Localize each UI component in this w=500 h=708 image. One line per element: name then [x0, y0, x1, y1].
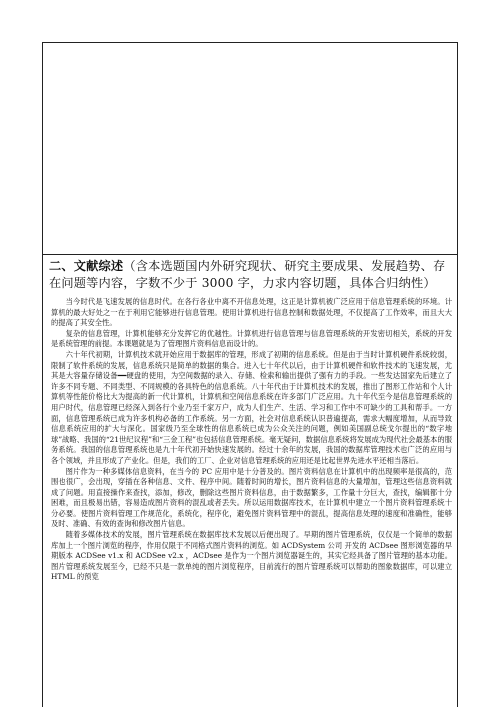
section-heading-title: 二、文献综述	[49, 259, 124, 273]
paragraph: 复杂的信息管理，计算机能够充分发挥它的优越性。计算机进行信息管理与信息管理系统的开发密切相关，系统的开发是系统管理的前提。本课题就是为了管理图片资料信息而设计的。	[51, 328, 452, 349]
paragraph: 图片作为一种多媒体信息资料，在当今的 PC 应用中是十分普及的。图片资料信息在计算机中的出现频率是很高的，范围也很广，会出现，穿插在各种信息、文件、程序中间。随着时间的增长，图片资料信息的大量增加，管理这些信息资料就成了问题。用直接操作来查找，添加，修改，删除这些图片资料信息，由于数据繁多，工作量十分巨大，查找，编辑都十分困难，而且极易出错，容易造成图片资料的混乱或者丢失。所以运用数据库技术，在计算机中建立一个图片资料管理系统十分必要。使图片资料管理工作规范化，系统化，程序化，避免图片资料管理中的混乱，提高信息处理的速度和准确性，能够及时、准确、有效的查询和修改图片信息。	[51, 466, 452, 529]
form-table	[42, 42, 458, 707]
blank-upper-cell	[43, 43, 457, 255]
section-heading	[43, 255, 457, 292]
section-heading-requirements: （含本选题国内外研究现状、研究主要成果、发展趋势、存在问题等内容，字数不少于 3000 字，力求内容切题，具体合归纳性）	[49, 259, 446, 290]
paragraph: 随着多媒体技术的发展，图片管理系统在数据库技术发展以后便出现了。早期的图片管理系统，仅仅是一个简单的数据库加上一个图片浏览的程序，作用仅限于不同格式图片资料的浏览。如 ACDSystem 公司 开发的 ACDsee 图形浏览器的早期版本 ACDSee v1.x 和 ACDSee v2.x ，ACDsee 是作为一个图片浏览器诞生的，其实它经具备了图片管理的基本功能。图片管理系统发展至今，已经不只是一款单纯的图片浏览程序，目前流行的图片管理系统可以帮助的图象数据库，可以建立 HTML 的预览	[51, 530, 452, 582]
paragraph: 当今时代是飞速发展的信息时代。在各行各业中离不开信息处理，这正是计算机被广泛应用于信息管理系统的环境。计算机的最大好处之一在于利用它能够进行信息管理。使用计算机进行信息控制和数据处理，不仅提高了工作效率，而且大大的提高了其安全性。	[51, 297, 452, 328]
section-body	[43, 292, 457, 583]
paragraph: 六十年代初期，计算机技术就开始应用于数据库的管理，形成了初期的信息系统。但是由于当时计算机硬件系统较弱，限制了软件系统的发展，信息系统只是简单的数据的集合。进入七十年代以后，由于计算机硬件和软件技术的飞速发展，尤其是大容量存储设备━━硬盘的使用，为空间数据的录入、存储、检索和输出提供了强有力的手段。一些发达国家先后建立了许多不同专题、不同类型、不同规模的各具特色的信息系统。八十年代由于计算机技术的发展，推出了图形工作站和个人计算机等性能价格比大为提高的新一代计算机，计算机和空间信息系统在许多部门广泛应用。九十年代至今是信息管理系统的用户时代，信息管理已经深入到各行个业乃至千家万户，成为人们生产、生活、学习和工作中不可缺少的工具和帮手。一方面，信息管理系统已成为许多机构必备的工作系统。另一方面，社会对信息系统认识普遍提高，需求大幅度增加，从而导致信息系统应用的扩大与深化。国家级乃至全球性的信息系统已成为公众关注的问题，例如美国副总统戈尔提出的“数字地球”战略、我国的“21世纪议程”和“三金工程”也包括信息管理系统。毫无疑问，数据信息系统将发展成为现代社会最基本的服务系统。我国的信息管理系统也是九十年代初开始快速发展的。经过十余年的发展，我国的数据库管理技术也广泛的应用与各个领域，并且形成了产业化。但是，我们的工厂、企业对信息管理系统的应用还是比起世界先进水平还相当落后。	[51, 349, 452, 465]
literature-review-section	[43, 255, 457, 708]
